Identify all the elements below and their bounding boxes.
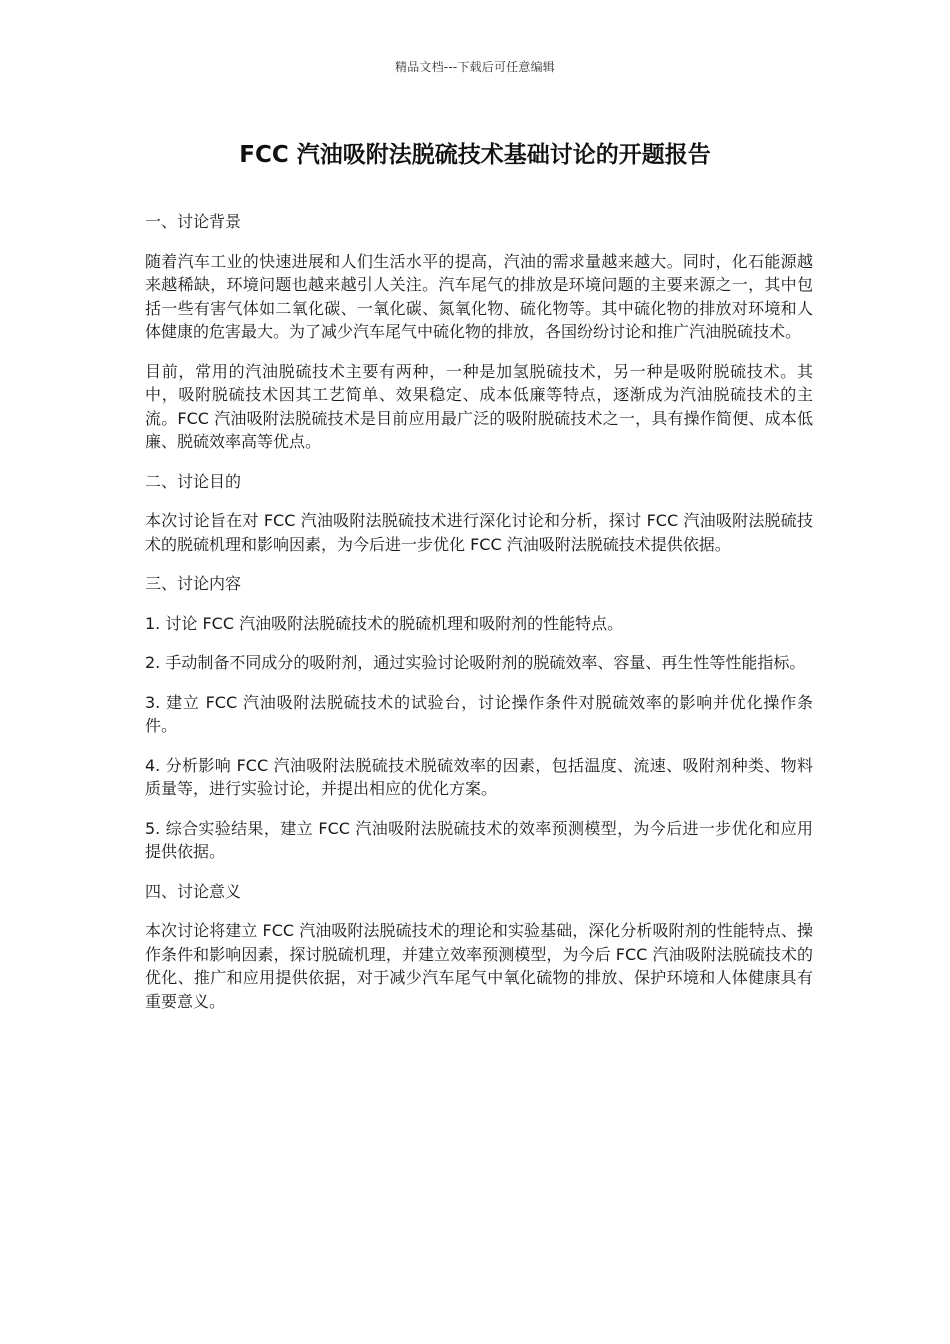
list-item: 2. 手动制备不同成分的吸附剂，通过实验讨论吸附剂的脱硫效率、容量、再生性等性能指标。 <box>145 653 806 672</box>
list-item: 4. 分析影响 FCC 汽油吸附法脱硫技术脱硫效率的因素，包括温度、流速、吸附剂种类、物料质量等，进行实验讨论，并提出相应的优化方案。 <box>145 755 813 798</box>
list-item: 3. 建立 FCC 汽油吸附法脱硫技术的试验台，讨论操作条件对脱硫效率的影响并优化操作条件。 <box>145 692 813 735</box>
section-purpose <box>145 470 813 557</box>
section-background <box>145 210 813 454</box>
section-heading: 四、讨论意义 <box>145 881 242 901</box>
list-item: 1. 讨论 FCC 汽油吸附法脱硫技术的脱硫机理和吸附剂的性能特点。 <box>145 613 624 633</box>
section-heading: 二、讨论目的 <box>145 471 242 491</box>
paragraph: 随着汽车工业的快速进展和人们生活水平的提高，汽油的需求量越来越大。同时，化石能源越来越稀缺，环境问题也越来越引人关注。汽车尾气的排放是环境问题的主要来源之一，其中包括一些有害气体如二氧化碳、一氧化碳、氮氧化物、硫化物等。其中硫化物的排放对环境和人体健康的危害最大。为了减少汽车尾气中硫化物的排放，各国纷纷讨论和推广汽油脱硫技术。 <box>145 251 813 341</box>
paragraph: 本次讨论旨在对 FCC 汽油吸附法脱硫技术进行深化讨论和分析，探讨 FCC 汽油吸附法脱硫技术的脱硫机理和影响因素，为今后进一步优化 FCC 汽油吸附法脱硫技术提供依据。 <box>145 511 813 554</box>
document-title: FCC 汽油吸附法脱硫技术基础讨论的开题报告 <box>239 142 711 168</box>
document-body <box>145 210 813 1029</box>
paragraph: 本次讨论将建立 FCC 汽油吸附法脱硫技术的理论和实验基础，深化分析吸附剂的性能特点、操作条件和影响因素，探讨脱硫机理，并建立效率预测模型，为今后 FCC 汽油吸附法脱硫技术的优化、推广和应用提供依据，对于减少汽车尾气中氧化硫物的排放、保护环境和人体健康具有重要意义。 <box>145 921 813 1011</box>
section-significance <box>145 880 813 1014</box>
section-heading: 三、讨论内容 <box>145 574 242 593</box>
section-heading: 一、讨论背景 <box>145 212 242 231</box>
section-content <box>145 572 813 864</box>
list-item: 5. 综合实验结果，建立 FCC 汽油吸附法脱硫技术的效率预测模型，为今后进一步优化和应用提供依据。 <box>145 818 813 861</box>
paragraph: 目前，常用的汽油脱硫技术主要有两种，一种是加氢脱硫技术，另一种是吸附脱硫技术。其中，吸附脱硫技术因其工艺简单、效果稳定、成本低廉等特点，逐渐成为汽油脱硫技术的主流。FCC 汽油吸附法脱硫技术是目前应用最广泛的吸附脱硫技术之一，具有操作简便、成本低廉、脱硫效率高等优点。 <box>145 361 813 451</box>
header-note: 精品文档---下载后可任意编辑 <box>395 60 555 74</box>
